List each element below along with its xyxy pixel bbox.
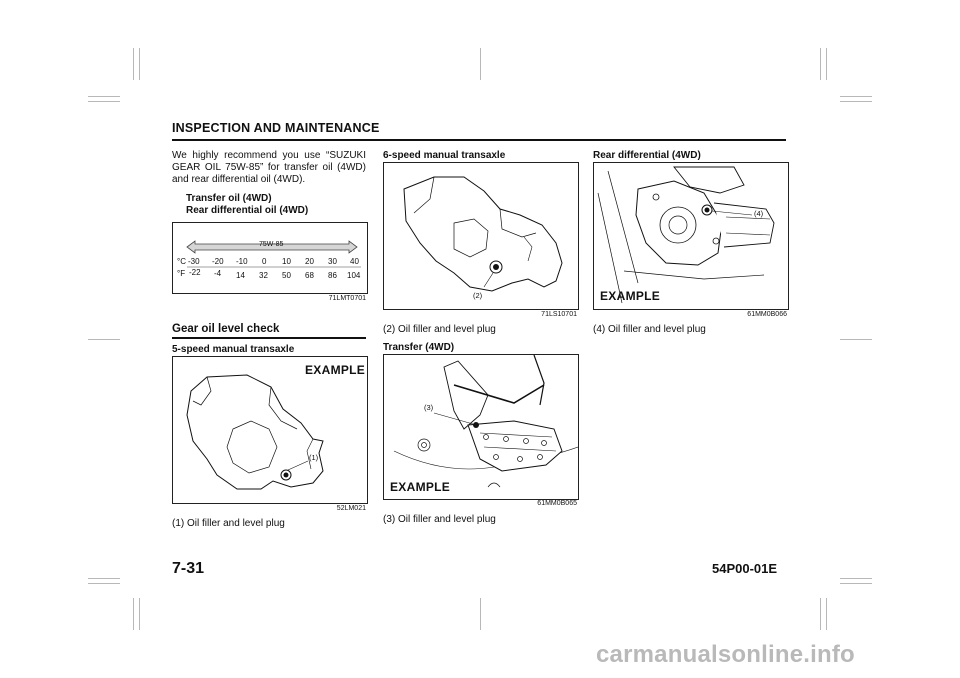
fahrenheit-tick: 68 [305,271,314,280]
transfer-figure [383,354,579,500]
figure-caption: (3) Oil filler and level plug [383,514,496,525]
viscosity-grade-label: 75W-85 [259,241,284,248]
header-rule [172,139,786,141]
fahrenheit-tick: 50 [282,271,291,280]
figure-caption: (1) Oil filler and level plug [172,518,285,529]
fahrenheit-tick: -4 [214,269,222,278]
five-speed-transaxle-figure [172,356,368,504]
celsius-tick: 10 [282,257,291,266]
example-label: EXAMPLE [305,363,366,377]
rear-differential-figure [593,162,789,310]
running-header: INSPECTION AND MAINTENANCE [172,121,380,135]
figure-caption: (4) Oil filler and level plug [593,324,706,335]
callout-label: (2) [473,291,483,300]
figure-code: 52LM021 [336,505,366,512]
page-number: 7-31 [172,560,205,577]
fahrenheit-tick: 86 [328,271,337,280]
celsius-tick: 20 [305,257,314,266]
figure-title: 5-speed manual transaxle [172,344,295,355]
document-code: 54P00-01E [712,561,778,576]
example-label: EXAMPLE [600,289,661,303]
six-speed-transaxle-drawing [384,163,578,309]
transfer-drawing [384,355,578,499]
intro-line-transfer-oil: Transfer oil (4WD) [186,193,272,204]
callout-label: (3) [424,403,434,412]
five-speed-transaxle-drawing [173,357,367,503]
figure-code: 61MM0B065 [537,500,577,507]
figure-code: 71LS10701 [541,311,577,318]
callout-label: (4) [754,209,764,218]
watermark: carmanualsonline.info [596,641,855,668]
figure-code: 71LMT0701 [328,295,366,302]
fahrenheit-tick: -22 [189,268,201,277]
celsius-tick: -10 [236,257,248,266]
celsius-unit: °C [177,257,186,266]
viscosity-chart-figure [172,222,368,294]
fahrenheit-unit: °F [177,269,186,278]
example-label: EXAMPLE [390,480,451,494]
fahrenheit-tick: 14 [236,271,245,280]
figure-title: 6-speed manual transaxle [383,150,506,161]
fahrenheit-tick: 32 [259,271,268,280]
six-speed-transaxle-figure [383,162,579,310]
celsius-tick: 0 [262,257,267,266]
intro-paragraph: We highly recommend you use “SUZUKI GEAR OIL 75W-85” for transfer oil (4WD) and rear differential oil (4WD). [172,150,366,185]
section-heading: Gear oil level check [172,323,366,339]
celsius-tick: 40 [350,257,359,266]
figure-title: Rear differential (4WD) [593,150,701,161]
viscosity-arrow-graphic [173,223,367,293]
fahrenheit-tick: 104 [347,271,361,280]
callout-label: (1) [309,453,319,462]
figure-title: Transfer (4WD) [383,342,455,353]
celsius-tick: -20 [212,257,224,266]
figure-code: 61MM0B066 [747,311,787,318]
rear-differential-drawing [594,163,788,309]
celsius-tick: 30 [328,257,337,266]
intro-line-rear-diff-oil: Rear differential oil (4WD) [186,205,309,216]
figure-caption: (2) Oil filler and level plug [383,324,496,335]
celsius-tick: -30 [188,257,200,266]
